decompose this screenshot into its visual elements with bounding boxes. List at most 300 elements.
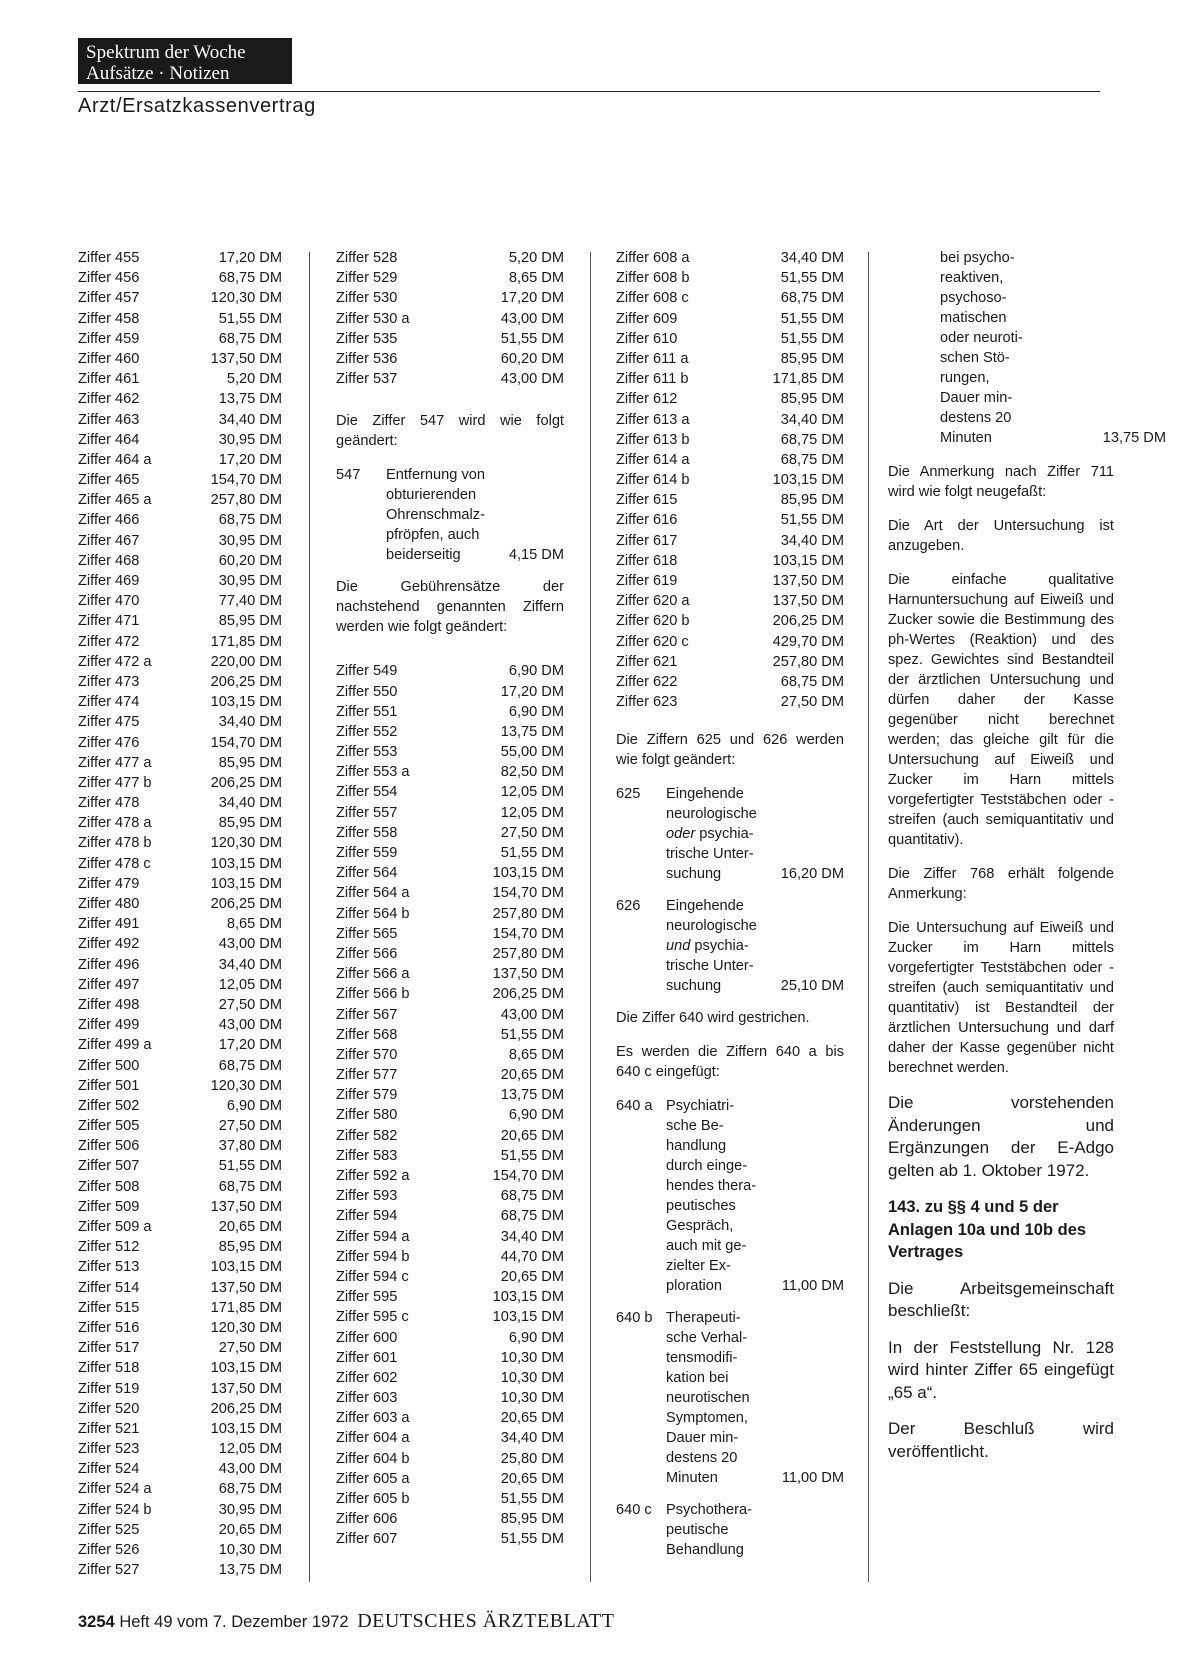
fee-amount: 10,30 DM xyxy=(500,1349,564,1366)
entry-626 xyxy=(616,896,844,996)
paragraph: Die Art der Untersuchung ist anzugeben. xyxy=(888,518,1114,554)
fee-amount: 25,80 DM xyxy=(500,1450,564,1467)
fee-code: Ziffer 583 xyxy=(336,1147,398,1164)
fee-code: Ziffer 523 xyxy=(78,1441,140,1458)
fee-row xyxy=(78,1439,282,1459)
fee-amount: 171,85 DM xyxy=(210,633,282,650)
fee-amount: 257,80 DM xyxy=(772,653,844,670)
price: 11,00 DM xyxy=(781,1278,844,1295)
fee-amount: 68,75 DM xyxy=(218,1057,282,1074)
fee-row xyxy=(336,1126,564,1146)
entry-price-line: suchung 16,20 DM xyxy=(666,866,844,883)
fee-amount: 34,40 DM xyxy=(218,411,282,428)
fee-row xyxy=(336,1065,564,1085)
fee-row xyxy=(616,268,844,288)
fee-row xyxy=(78,1459,282,1479)
entry-number: 640 b xyxy=(616,1310,653,1327)
fee-code: Ziffer 515 xyxy=(78,1299,140,1316)
fee-code: Ziffer 513 xyxy=(78,1259,140,1276)
fee-row xyxy=(78,1035,282,1055)
fee-amount: 17,20 DM xyxy=(218,451,282,468)
fee-code: Ziffer 602 xyxy=(336,1369,398,1386)
fee-code: Ziffer 603 a xyxy=(336,1410,410,1427)
fee-code: Ziffer 528 xyxy=(336,250,398,266)
fee-amount: 154,70 DM xyxy=(492,1168,564,1184)
entry-line: neurotischen xyxy=(666,1390,750,1407)
fee-code: Ziffer 579 xyxy=(336,1087,398,1104)
fee-code: Ziffer 622 xyxy=(616,673,678,690)
fee-code: Ziffer 524 b xyxy=(78,1501,152,1518)
fee-row xyxy=(336,984,564,1004)
fee-code: Ziffer 477 b xyxy=(78,774,152,791)
fee-code: Ziffer 509 a xyxy=(78,1219,152,1235)
fee-row xyxy=(616,410,844,430)
fee-row xyxy=(78,389,282,409)
entry-line: kation bei xyxy=(666,1370,729,1387)
fee-code: Ziffer 524 a xyxy=(78,1481,152,1498)
fee-code: Ziffer 566 b xyxy=(336,986,410,1003)
entry-number: 640 c xyxy=(616,1502,652,1519)
fee-code: Ziffer 608 a xyxy=(616,250,690,266)
fee-amount: 55,00 DM xyxy=(500,744,564,761)
fee-code: Ziffer 507 xyxy=(78,1158,140,1175)
fee-code: Ziffer 517 xyxy=(78,1340,140,1357)
header-rule xyxy=(78,91,1100,92)
fee-amount: 34,40 DM xyxy=(218,795,282,812)
fee-amount: 429,70 DM xyxy=(772,633,844,650)
fee-row xyxy=(336,1005,564,1025)
fee-row xyxy=(336,1509,564,1529)
fee-code: Ziffer 603 xyxy=(336,1390,398,1407)
fee-row xyxy=(616,611,844,631)
fee-row xyxy=(336,1105,564,1125)
fee-code: Ziffer 614 a xyxy=(616,451,690,468)
fee-code: Ziffer 607 xyxy=(336,1531,398,1548)
fee-amount: 206,25 DM xyxy=(210,673,282,690)
fee-amount: 43,00 DM xyxy=(500,310,564,327)
fee-amount: 51,55 DM xyxy=(780,310,844,327)
fee-amount: 30,95 DM xyxy=(218,1501,282,1518)
issue-info: Heft 49 vom 7. Dezember 1972 xyxy=(119,1613,349,1631)
fee-row xyxy=(78,753,282,773)
entry-number: 625 xyxy=(616,786,641,803)
fee-code: Ziffer 461 xyxy=(78,371,140,388)
fee-code: Ziffer 457 xyxy=(78,290,140,307)
fee-amount: 103,15 DM xyxy=(210,875,282,892)
fee-row xyxy=(78,833,282,853)
fee-row xyxy=(336,1368,564,1388)
fee-row xyxy=(78,309,282,329)
price: 25,10 DM xyxy=(780,978,844,995)
fee-row xyxy=(336,248,564,268)
fee-amount: 137,50 DM xyxy=(210,1198,282,1215)
fee-code: Ziffer 553 a xyxy=(336,764,410,781)
fee-amount: 5,20 DM xyxy=(226,371,282,388)
fee-amount: 51,55 DM xyxy=(500,845,564,861)
entry-line: neurologische xyxy=(666,918,757,935)
fee-row xyxy=(78,955,282,975)
price: 11,00 DM xyxy=(781,1470,844,1487)
entry-640c xyxy=(616,1500,844,1560)
fee-code: Ziffer 566 a xyxy=(336,966,410,983)
fee-code: Ziffer 614 b xyxy=(616,472,690,489)
fee-code: Ziffer 502 xyxy=(78,1097,140,1114)
fee-amount: 17,20 DM xyxy=(218,1037,282,1054)
fee-code: Ziffer 537 xyxy=(336,371,398,388)
entry-line: auch mit ge- xyxy=(666,1238,747,1255)
fee-code: Ziffer 469 xyxy=(78,573,140,589)
fee-row xyxy=(616,470,844,490)
fee-code: Ziffer 455 xyxy=(78,250,140,266)
fee-code: Ziffer 519 xyxy=(78,1380,140,1397)
fee-code: Ziffer 456 xyxy=(78,270,140,287)
fee-row xyxy=(78,470,282,490)
fee-row xyxy=(78,975,282,995)
fee-row xyxy=(78,1257,282,1277)
fee-code: Ziffer 553 xyxy=(336,744,398,761)
fee-code: Ziffer 473 xyxy=(78,673,140,690)
fee-amount: 43,00 DM xyxy=(500,1006,564,1023)
entry-line: rungen, xyxy=(940,370,990,386)
fee-row xyxy=(616,490,844,510)
fee-row xyxy=(336,1469,564,1489)
entry-price-line: beiderseitig 4,15 DM xyxy=(386,547,564,564)
fee-code: Ziffer 552 xyxy=(336,723,398,740)
fee-code: Ziffer 564 a xyxy=(336,885,410,902)
fee-row xyxy=(78,1177,282,1197)
fee-amount: 34,40 DM xyxy=(500,1228,564,1245)
fee-amount: 85,95 DM xyxy=(218,754,282,771)
fee-row xyxy=(336,1206,564,1226)
fee-row xyxy=(336,1307,564,1327)
fee-amount: 27,50 DM xyxy=(218,1118,282,1135)
fee-amount: 120,30 DM xyxy=(210,290,282,307)
fee-code: Ziffer 478 a xyxy=(78,815,152,832)
fee-code: Ziffer 480 xyxy=(78,896,140,912)
fee-code: Ziffer 499 a xyxy=(78,1037,152,1054)
fee-row xyxy=(78,450,282,470)
fee-code: Ziffer 498 xyxy=(78,996,140,1013)
fee-code: Ziffer 474 xyxy=(78,694,140,711)
fee-amount: 12,05 DM xyxy=(218,976,282,993)
entry-line: peutische xyxy=(666,1522,729,1539)
entry-line: bei psycho- xyxy=(940,250,1015,266)
fee-amount: 20,65 DM xyxy=(500,1127,564,1144)
fee-row xyxy=(616,389,844,409)
fee-amount: 51,55 DM xyxy=(218,310,282,327)
fee-amount: 13,75 DM xyxy=(500,723,564,740)
entry-line: handlung xyxy=(666,1138,727,1155)
fee-code: Ziffer 613 b xyxy=(616,431,690,448)
fee-code: Ziffer 610 xyxy=(616,330,678,347)
paragraph: Die einfache qualitative Harnuntersuchung auf Eiweiß und Zucker sowie die Bestimmung des ph-Wertes (Reaktion) und des spez. Gewichtes sind Bestandteil der ärztlichen Untersuchung und dürfen daher der Kasse gegenüber nicht berechnet werden; das gleiche gilt für die Untersuchung auf Eiweiß und Zucker im Harn mittels vorgefertigter Teststäbchen oder -streifen (auch semiquantitativ und quantitativ). xyxy=(888,572,1114,848)
fee-row xyxy=(616,309,844,329)
entry-price-line: ploration 11,00 DM xyxy=(666,1278,844,1295)
fee-amount: 30,95 DM xyxy=(218,573,282,589)
fee-row xyxy=(78,349,282,369)
fee-amount: 68,75 DM xyxy=(218,270,282,287)
entry-line: schen Stö- xyxy=(940,350,1010,366)
entry-line: Eingehende xyxy=(666,898,744,915)
fee-code: Ziffer 615 xyxy=(616,492,678,509)
paragraph: Der Beschluß wird veröffentlicht. xyxy=(888,1419,1114,1461)
fee-row xyxy=(336,722,564,742)
fee-code: Ziffer 567 xyxy=(336,1006,398,1023)
fee-row xyxy=(78,531,282,551)
fee-amount: 137,50 DM xyxy=(210,350,282,367)
fee-amount: 171,85 DM xyxy=(772,371,844,388)
entry-line: Ohrenschmalz- xyxy=(386,507,485,524)
fee-row xyxy=(78,1338,282,1358)
column-2 xyxy=(336,248,564,1550)
fee-list xyxy=(336,248,564,389)
fee-amount: 103,15 DM xyxy=(772,472,844,489)
fee-row xyxy=(78,571,282,591)
fee-amount: 68,75 DM xyxy=(218,512,282,529)
fee-amount: 68,75 DM xyxy=(780,673,844,690)
fee-code: Ziffer 604 a xyxy=(336,1430,410,1447)
fee-row xyxy=(78,410,282,430)
fee-row xyxy=(336,1348,564,1368)
fee-code: Ziffer 600 xyxy=(336,1329,398,1346)
fee-row xyxy=(78,1379,282,1399)
fee-amount: 34,40 DM xyxy=(780,411,844,428)
fee-code: Ziffer 478 b xyxy=(78,835,152,852)
entry-640a xyxy=(616,1096,844,1296)
fee-code: Ziffer 558 xyxy=(336,824,398,841)
fee-code: Ziffer 582 xyxy=(336,1127,398,1144)
section-title: Arzt/Ersatzkassenvertrag xyxy=(78,95,316,117)
fee-amount: 27,50 DM xyxy=(780,694,844,711)
fee-row xyxy=(78,1136,282,1156)
fee-code: Ziffer 549 xyxy=(336,663,398,680)
fee-amount: 68,75 DM xyxy=(780,431,844,448)
fee-row xyxy=(78,1540,282,1560)
fee-row xyxy=(336,1267,564,1287)
fee-amount: 27,50 DM xyxy=(218,996,282,1013)
fee-code: Ziffer 620 b xyxy=(616,613,690,630)
fee-row xyxy=(616,430,844,450)
entry-price-line: suchung 25,10 DM xyxy=(666,978,844,995)
entry-line: trische Unter- xyxy=(666,846,754,863)
fee-code: Ziffer 530 xyxy=(336,290,398,307)
fee-row xyxy=(336,863,564,883)
fee-code: Ziffer 566 xyxy=(336,945,398,962)
fee-row xyxy=(78,793,282,813)
fee-row xyxy=(336,309,564,329)
fee-code: Ziffer 595 c xyxy=(336,1309,409,1326)
fee-row xyxy=(78,1015,282,1035)
fee-row xyxy=(336,661,564,681)
fee-row xyxy=(616,450,844,470)
fee-row xyxy=(78,1096,282,1116)
fee-row xyxy=(336,964,564,984)
paragraph: Die Ziffer 547 wird wie folgt geändert: xyxy=(336,413,564,450)
fee-code: Ziffer 464 xyxy=(78,431,140,448)
fee-amount: 43,00 DM xyxy=(500,371,564,388)
fee-row xyxy=(78,369,282,389)
fee-code: Ziffer 570 xyxy=(336,1046,398,1063)
price: 13,75 DM xyxy=(1102,430,1166,446)
fee-row xyxy=(336,268,564,288)
fee-amount: 257,80 DM xyxy=(492,905,564,922)
fee-amount: 12,05 DM xyxy=(500,784,564,801)
entry-line: Behandlung xyxy=(666,1542,744,1559)
fee-list xyxy=(616,248,844,712)
entry-line: sche Be- xyxy=(666,1118,724,1135)
fee-code: Ziffer 518 xyxy=(78,1360,140,1377)
paragraph: Die Ziffern 625 und 626 werden wie folgt geändert: xyxy=(616,732,844,769)
fee-code: Ziffer 499 xyxy=(78,1017,140,1034)
fee-amount: 20,65 DM xyxy=(500,1470,564,1487)
fee-amount: 103,15 DM xyxy=(210,694,282,711)
fee-amount: 103,15 DM xyxy=(210,1420,282,1437)
fee-code: Ziffer 620 a xyxy=(616,593,690,610)
fee-row xyxy=(336,803,564,823)
fee-row xyxy=(78,329,282,349)
fee-row xyxy=(78,773,282,793)
fee-code: Ziffer 466 xyxy=(78,512,140,529)
fee-amount: 51,55 DM xyxy=(780,512,844,529)
fee-code: Ziffer 492 xyxy=(78,936,140,953)
fee-amount: 43,00 DM xyxy=(218,1461,282,1478)
fee-row xyxy=(78,1419,282,1439)
fee-amount: 206,25 DM xyxy=(492,986,564,1003)
fee-amount: 85,95 DM xyxy=(218,613,282,630)
fee-code: Ziffer 509 xyxy=(78,1198,140,1215)
fee-code: Ziffer 593 xyxy=(336,1188,398,1205)
entry-line: destens 20 xyxy=(666,1450,738,1467)
paragraph: Die Ziffer 768 erhält folgende Anmerkung: xyxy=(888,866,1114,902)
fee-amount: 220,00 DM xyxy=(210,653,282,670)
column-3 xyxy=(616,248,844,1572)
fee-row xyxy=(336,1247,564,1267)
fee-row xyxy=(78,1076,282,1096)
fee-amount: 120,30 DM xyxy=(210,1077,282,1094)
fee-row xyxy=(78,288,282,308)
fee-code: Ziffer 564 b xyxy=(336,905,410,922)
fee-row xyxy=(78,672,282,692)
entry-line: Entfernung von xyxy=(386,467,485,484)
fee-code: Ziffer 477 a xyxy=(78,754,152,771)
fee-code: Ziffer 616 xyxy=(616,512,678,529)
fee-code: Ziffer 620 c xyxy=(616,633,689,650)
fee-amount: 34,40 DM xyxy=(780,250,844,266)
fee-amount: 17,20 DM xyxy=(500,290,564,307)
fee-row xyxy=(336,1388,564,1408)
fee-code: Ziffer 605 b xyxy=(336,1491,410,1507)
fee-code: Ziffer 520 xyxy=(78,1400,140,1417)
fee-amount: 8,65 DM xyxy=(508,1046,564,1063)
fee-amount: 68,75 DM xyxy=(780,290,844,307)
fee-amount: 257,80 DM xyxy=(492,945,564,962)
fee-amount: 154,70 DM xyxy=(210,734,282,751)
fee-row xyxy=(336,682,564,702)
fee-row xyxy=(78,1479,282,1499)
entry-line: Dauer min- xyxy=(940,390,1013,406)
fee-code: Ziffer 468 xyxy=(78,552,140,569)
column-divider xyxy=(309,252,310,1582)
fee-code: Ziffer 525 xyxy=(78,1521,140,1538)
fee-amount: 171,85 DM xyxy=(210,1299,282,1316)
fee-code: Ziffer 496 xyxy=(78,956,140,973)
fee-amount: 154,70 DM xyxy=(492,925,564,942)
fee-code: Ziffer 524 xyxy=(78,1461,140,1478)
fee-code: Ziffer 612 xyxy=(616,391,678,408)
fee-row xyxy=(616,369,844,389)
fee-row xyxy=(616,591,844,611)
fee-amount: 206,25 DM xyxy=(210,1400,282,1417)
fee-code: Ziffer 605 a xyxy=(336,1470,410,1487)
fee-amount: 120,30 DM xyxy=(210,835,282,852)
fee-amount: 103,15 DM xyxy=(492,865,564,882)
fee-amount: 120,30 DM xyxy=(210,1319,282,1336)
fee-code: Ziffer 472 a xyxy=(78,653,152,670)
price: 4,15 DM xyxy=(508,547,564,564)
fee-amount: 137,50 DM xyxy=(210,1380,282,1397)
fee-row xyxy=(616,692,844,712)
fee-row xyxy=(616,349,844,369)
fee-row xyxy=(78,490,282,510)
entry-line: neurologische xyxy=(666,806,757,823)
fee-row xyxy=(78,611,282,631)
fee-amount: 13,75 DM xyxy=(218,391,282,408)
fee-code: Ziffer 536 xyxy=(336,350,398,367)
fee-amount: 34,40 DM xyxy=(500,1430,564,1447)
fee-code: Ziffer 608 b xyxy=(616,270,690,287)
fee-amount: 20,65 DM xyxy=(218,1219,282,1235)
fee-amount: 85,95 DM xyxy=(218,1239,282,1256)
fee-row xyxy=(78,813,282,833)
fee-amount: 51,55 DM xyxy=(500,330,564,347)
entry-number: 547 xyxy=(336,467,361,484)
fee-row xyxy=(78,1116,282,1136)
entry-640b xyxy=(616,1308,844,1488)
fee-row xyxy=(336,1186,564,1206)
fee-amount: 206,25 DM xyxy=(772,613,844,630)
fee-amount: 6,90 DM xyxy=(508,1329,564,1346)
fee-code: Ziffer 557 xyxy=(336,804,398,821)
fee-amount: 103,15 DM xyxy=(210,855,282,872)
fee-row xyxy=(616,672,844,692)
fee-amount: 13,75 DM xyxy=(218,1562,282,1579)
fee-amount: 51,55 DM xyxy=(218,1158,282,1175)
fee-amount: 51,55 DM xyxy=(500,1531,564,1548)
fee-amount: 60,20 DM xyxy=(218,552,282,569)
fee-amount: 51,55 DM xyxy=(780,270,844,287)
paragraph: Es werden die Ziffern 640 a bis 640 c eingefügt: xyxy=(616,1044,844,1081)
fee-amount: 103,15 DM xyxy=(492,1309,564,1326)
fee-amount: 20,65 DM xyxy=(500,1410,564,1427)
fee-amount: 27,50 DM xyxy=(500,824,564,841)
entry-line: sche Verhal- xyxy=(666,1330,748,1347)
fee-row xyxy=(78,934,282,954)
entry-line: und psychia- xyxy=(666,938,749,955)
fee-code: Ziffer 565 xyxy=(336,925,398,942)
entry-line: tensmodifi- xyxy=(666,1350,738,1367)
fee-code: Ziffer 577 xyxy=(336,1067,398,1084)
fee-row xyxy=(78,632,282,652)
fee-code: Ziffer 535 xyxy=(336,330,398,347)
fee-row xyxy=(336,1328,564,1348)
entry-line: matischen xyxy=(940,310,1007,326)
fee-code: Ziffer 497 xyxy=(78,976,140,993)
fee-amount: 103,15 DM xyxy=(492,1289,564,1306)
fee-row xyxy=(78,430,282,450)
page-number: 3254 xyxy=(78,1613,115,1631)
fee-amount: 103,15 DM xyxy=(772,552,844,569)
fee-code: Ziffer 500 xyxy=(78,1057,140,1074)
